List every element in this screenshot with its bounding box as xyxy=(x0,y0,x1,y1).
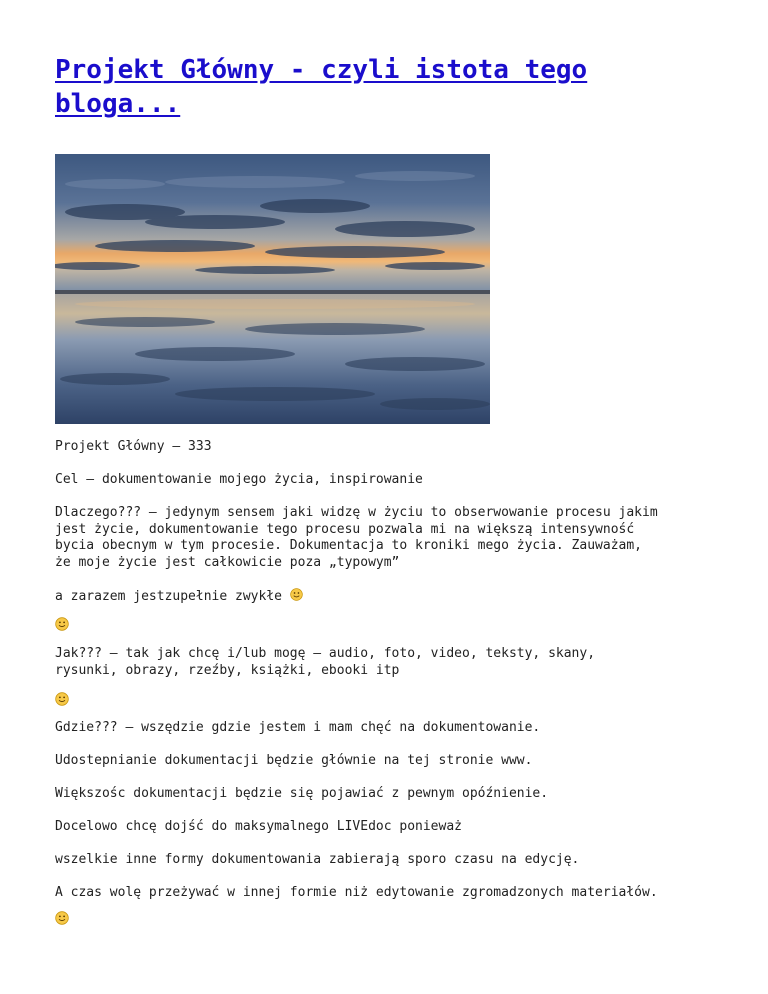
paragraph-editing: wszelkie inne formy dokumentowania zabierają sporo czasu na edycję. xyxy=(55,852,580,867)
sunset-landscape-photo xyxy=(55,154,490,424)
paragraph-livedoc: Docelowo chcę dojść do maksymalnego LIVEdoc ponieważ xyxy=(55,819,462,834)
paragraph-sharing: Udostepnianie dokumentacji będzie głównie na tej stronie www. xyxy=(55,753,533,768)
post-title-link[interactable]: Projekt Główny - czyli istota tego bloga... xyxy=(55,55,588,119)
smiley-face-icon xyxy=(55,692,69,706)
smiley-face-icon xyxy=(55,911,69,925)
paragraph-time: A czas wolę przeżywać w innej formie niż edytowanie zgromadzonych materiałów. xyxy=(55,885,658,900)
paragraph-delay: Większośc dokumentacji będzie się pojawiać z pewnym opóźnienie. xyxy=(55,786,549,801)
paragraph-goal: Cel – dokumentowanie mojego życia, inspirowanie xyxy=(55,472,423,487)
paragraph-ordinary xyxy=(55,588,715,606)
paragraph-how: Jak??? – tak jak chcę i/lub mogę – audio, foto, video, teksty, skany, rysunki, obrazy, rzeźby, książki, ebooki itp xyxy=(55,646,596,678)
paragraph-why: Dlaczego??? – jedynym sensem jaki widzę w życiu to obserwowanie procesu jakim jest życie, dokumentowanie tego procesu pozwala mi na większą intensywność bycia obecnym w tym procesie. Dokumentacja to kroniki mego życia. Zauważam, że moje życie jest całkowicie poza „typowym” xyxy=(55,505,658,570)
smiley-face-icon xyxy=(290,588,303,601)
paragraph-project-name: Projekt Główny – 333 xyxy=(55,439,212,454)
paragraph-ordinary-text: a zarazem jestzupełnie zwykłe xyxy=(55,589,282,604)
paragraph-where: Gdzie??? – wszędzie gdzie jestem i mam chęć na dokumentowanie. xyxy=(55,720,541,735)
smiley-face-icon xyxy=(55,617,69,631)
